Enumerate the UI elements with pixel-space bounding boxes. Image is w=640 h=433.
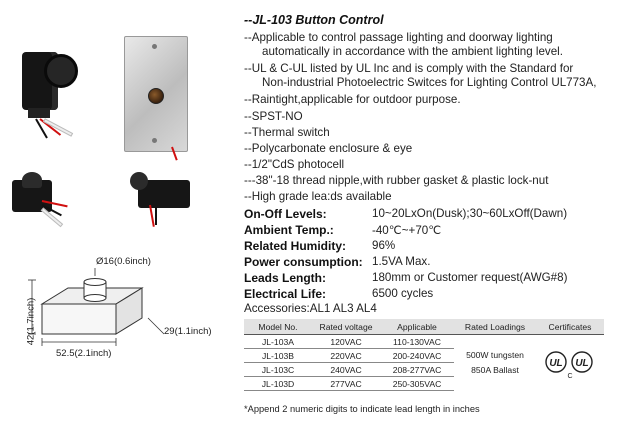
cell-certificates	[536, 335, 604, 391]
spec-value: 180mm or Customer request(AWG#8)	[372, 271, 568, 284]
spec-value: -40℃~+70℃	[372, 224, 442, 237]
spec-label: Related Humidity:	[244, 239, 347, 253]
ul-text-2: UL	[575, 357, 589, 369]
product-title: --JL-103 Button Control	[244, 13, 384, 27]
spec-label: On-Off Levels:	[244, 207, 327, 221]
header-voltage: Rated voltage	[312, 319, 380, 335]
cell-model: JL-103D	[244, 377, 312, 391]
loading-line-2: 850A Ballast	[471, 365, 519, 376]
feature-line: --Thermal switch	[244, 126, 330, 139]
table-header-row	[244, 319, 604, 335]
header-model: Model No.	[244, 319, 312, 335]
photocell-eye-3	[130, 172, 148, 190]
wire-black-3	[155, 207, 157, 225]
spec-label: Electrical Life:	[244, 287, 327, 301]
accessories: Accessories:AL1 AL3 AL4	[244, 302, 377, 315]
photocell-eye-2	[22, 172, 42, 188]
feature-line: --Raintight,applicable for outdoor purpose.	[244, 93, 461, 106]
spec-value: 10~20LxOn(Dusk);30~60LxOff(Dawn)	[372, 207, 568, 220]
dimension-depth: 29(1.1inch)	[164, 326, 212, 337]
feature-line: --SPST-NO	[244, 110, 303, 123]
spec-value: 96%	[372, 239, 396, 252]
dimension-diameter: Ø16(0.6inch)	[96, 256, 151, 267]
spec-label: Leads Length:	[244, 271, 327, 285]
screw-top	[152, 44, 157, 49]
photocell-eye	[44, 54, 78, 88]
cell-model: JL-103A	[244, 335, 312, 349]
header-certificates: Certificates	[536, 319, 604, 335]
feature-line: Non-industrial Photoelectric Switces for Lighting Control UL773A,	[262, 76, 597, 89]
spec-value: 1.5VA Max.	[372, 255, 431, 268]
cell-loadings	[454, 335, 536, 391]
dimension-height: 42(1.7inch)	[25, 297, 37, 346]
spec-value: 6500 cycles	[372, 287, 434, 300]
feature-line: --Polycarbonate enclosure & eye	[244, 142, 413, 155]
c-mark: C	[567, 372, 573, 380]
spec-label: Ambient Temp.:	[244, 223, 334, 237]
feature-line: --1/2"CdS photocell	[244, 158, 345, 171]
cell-model: JL-103B	[244, 349, 312, 363]
cell-voltage: 120VAC	[312, 335, 380, 349]
cell-range: 208-277VAC	[380, 363, 454, 377]
ul-text-1: UL	[549, 357, 563, 369]
feature-line: --UL & C-UL listed by UL Inc and is comply with the Standard for	[244, 62, 574, 75]
dimension-width: 52.5(2.1inch)	[56, 348, 112, 359]
feature-line: automatically in accordance with the ambient lighting level.	[262, 45, 563, 58]
spec-label: Power consumption:	[244, 255, 363, 269]
screw-bottom	[152, 138, 157, 143]
cell-voltage: 277VAC	[312, 377, 380, 391]
cell-range: 250-305VAC	[380, 377, 454, 391]
cell-model: JL-103C	[244, 363, 312, 377]
wire-red-3	[149, 205, 155, 227]
cell-voltage: 240VAC	[312, 363, 380, 377]
model-table	[244, 319, 604, 391]
feature-line: --Applicable to control passage lighting and doorway lighting	[244, 31, 553, 44]
feature-line: ---38"-18 thread nipple,with rubber gasket & plastic lock-nut	[244, 174, 549, 187]
header-loadings: Rated Loadings	[454, 319, 536, 335]
cell-range: 200-240VAC	[380, 349, 454, 363]
plate-photocell-eye	[148, 88, 164, 104]
ul-logos	[539, 342, 601, 382]
footnote: *Append 2 numeric digits to indicate lead length in inches	[244, 404, 480, 414]
loading-line-1: 500W tungsten	[466, 350, 524, 361]
cell-range: 110-130VAC	[380, 335, 454, 349]
feature-line: --High grade lea:ds available	[244, 190, 392, 203]
cell-voltage: 220VAC	[312, 349, 380, 363]
header-applicable: Applicable	[380, 319, 454, 335]
table-row	[244, 335, 604, 349]
photocell-nipple	[28, 108, 50, 118]
